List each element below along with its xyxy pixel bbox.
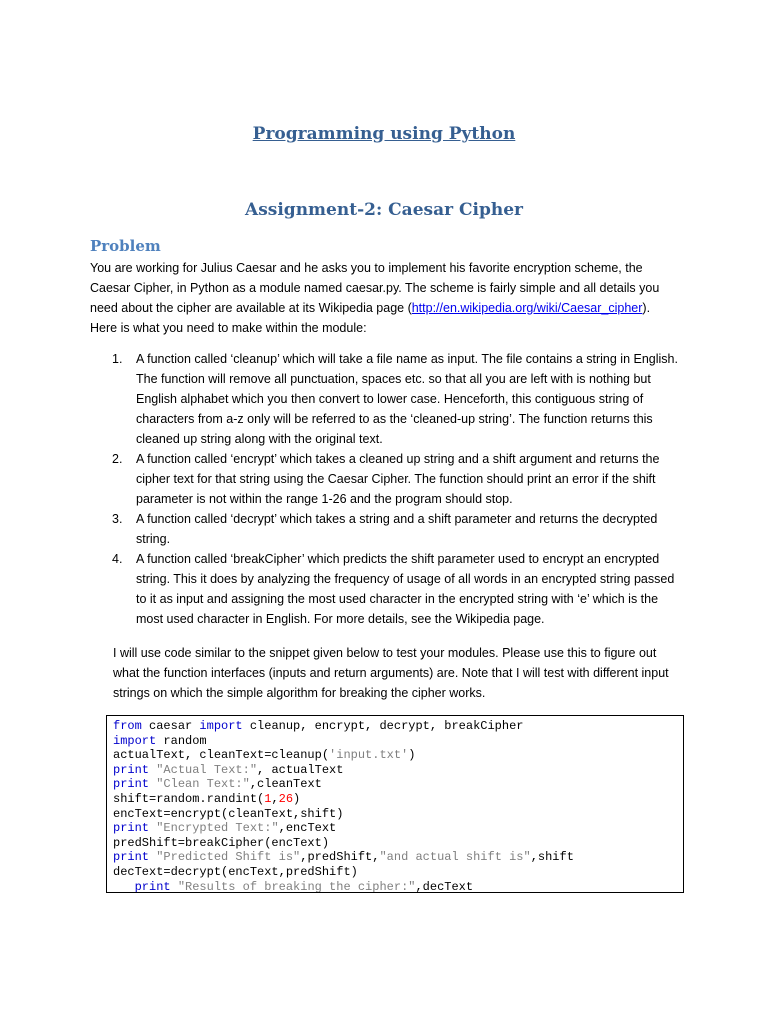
intro-paragraph — [90, 258, 680, 338]
problem-heading: Problem — [90, 237, 161, 255]
code-token: caesar — [141, 719, 200, 733]
code-token: , — [271, 791, 279, 806]
code-token: "Predicted Shift is" — [156, 850, 301, 865]
code-token: "Clean Text:" — [156, 777, 250, 792]
list-item — [90, 509, 680, 549]
code-token: decText=decrypt(encText,predShift) — [113, 864, 358, 879]
code-line — [113, 865, 677, 880]
code-token: "Actual Text:" — [156, 762, 258, 777]
code-token: print — [113, 850, 150, 865]
code-token: encText=encrypt(cleanText,shift) — [113, 806, 344, 821]
code-token: "Results of breaking the cipher:" — [177, 879, 416, 893]
code-token: ) — [293, 791, 301, 806]
intro-text: You are working for Julius Caesar and he asks you to implement his favorite encryption scheme, the Caesar Cipher, in Python as a module named caesar.py. The scheme is fairly simple and all details you need about the cipher are available at its Wikipedia page ( — [90, 261, 660, 315]
code-line — [113, 763, 677, 778]
code-token: import — [113, 733, 157, 748]
closing-paragraph: I will use code similar to the snippet given below to test your modules. Please use this to figure out what the function interfaces (inputs and return arguments) are. Note that I will test with different input strings on which the simple algorithm for breaking the cipher works. — [113, 646, 669, 700]
code-token: ,shift — [530, 850, 574, 865]
code-token: from — [113, 719, 142, 733]
list-item — [90, 349, 680, 449]
code-token: shift=random.randint( — [113, 791, 265, 806]
code-token — [113, 880, 135, 893]
list-item-number: 1. — [112, 352, 123, 366]
code-token: print — [113, 821, 150, 836]
wikipedia-link[interactable]: http://en.wikipedia.org/wiki/Caesar_cipher — [411, 301, 643, 315]
code-token: ,decText — [415, 879, 474, 893]
code-token: 1 — [264, 791, 272, 806]
code-token: , actualText — [257, 762, 344, 777]
code-token: "and actual shift is" — [379, 850, 531, 865]
code-line — [113, 850, 677, 865]
list-item-text: A function called ‘cleanup’ which will take a file name as input. The file contains a string in English. The function will remove all punctuation, spaces etc. so that all you are left with is nothing but English alphabet which you then convert to lower case. Henceforth, this contiguous string of characters from a-z only will be referred to as the ‘cleaned-up string’. The function returns this cleaned up string along with the original text. — [136, 352, 678, 446]
intro-text-end: ). Here is what you need to make within the module: — [90, 301, 651, 335]
list-item — [90, 549, 680, 629]
document-title: Programming using Python — [252, 124, 516, 144]
code-token: print — [134, 879, 171, 893]
list-item-text: A function called ‘decrypt’ which takes a string and a shift parameter and returns the decrypted string. — [136, 512, 658, 546]
list-item-text: A function called ‘breakCipher’ which predicts the shift parameter used to encrypt an encrypted string. This it does by analyzing the frequency of usage of all words in an encrypted string passed to it as input and assigning the most used character in the encrypted string with ‘e’ which is the most used character in English. For more details, see the Wikipedia page. — [136, 552, 675, 626]
code-token: print — [113, 762, 150, 777]
code-token: 'input.txt' — [329, 748, 409, 763]
list-item — [90, 449, 680, 509]
assignment-title: Assignment-2: Caesar Cipher — [245, 200, 523, 220]
code-line — [113, 807, 677, 822]
code-token: ,cleanText — [249, 777, 322, 792]
code-token: ,encText — [278, 821, 337, 836]
code-token: ,predShift, — [300, 850, 380, 865]
code-line — [113, 748, 677, 763]
code-token — [171, 880, 178, 893]
code-line — [113, 880, 677, 893]
code-line — [113, 777, 677, 792]
code-line — [113, 836, 677, 851]
code-token: ) — [408, 748, 416, 763]
code-line — [113, 821, 677, 836]
code-token: predShift=breakCipher(encText) — [113, 835, 330, 850]
code-line — [113, 734, 677, 749]
code-snippet — [106, 715, 684, 893]
code-token: 26 — [278, 791, 294, 806]
list-item-number: 3. — [112, 512, 123, 526]
code-token: "Encrypted Text:" — [156, 821, 279, 836]
list-item-number: 2. — [112, 452, 123, 466]
list-item-text: A function called ‘encrypt’ which takes a cleaned up string and a shift argument and returns the cipher text for that string using the Caesar Cipher. The function should print an error if the shift parameter is not within the range 1-26 and the program should stop. — [136, 452, 660, 506]
list-item-number: 4. — [112, 552, 123, 566]
code-line — [113, 719, 677, 734]
code-token: print — [113, 777, 150, 792]
code-token: import — [199, 719, 243, 733]
code-token: actualText, cleanText=cleanup( — [113, 748, 330, 763]
task-list — [90, 349, 680, 629]
code-token: cleanup, encrypt, decrypt, breakCipher — [242, 719, 524, 733]
code-line — [113, 792, 677, 807]
code-token: random — [156, 733, 207, 748]
